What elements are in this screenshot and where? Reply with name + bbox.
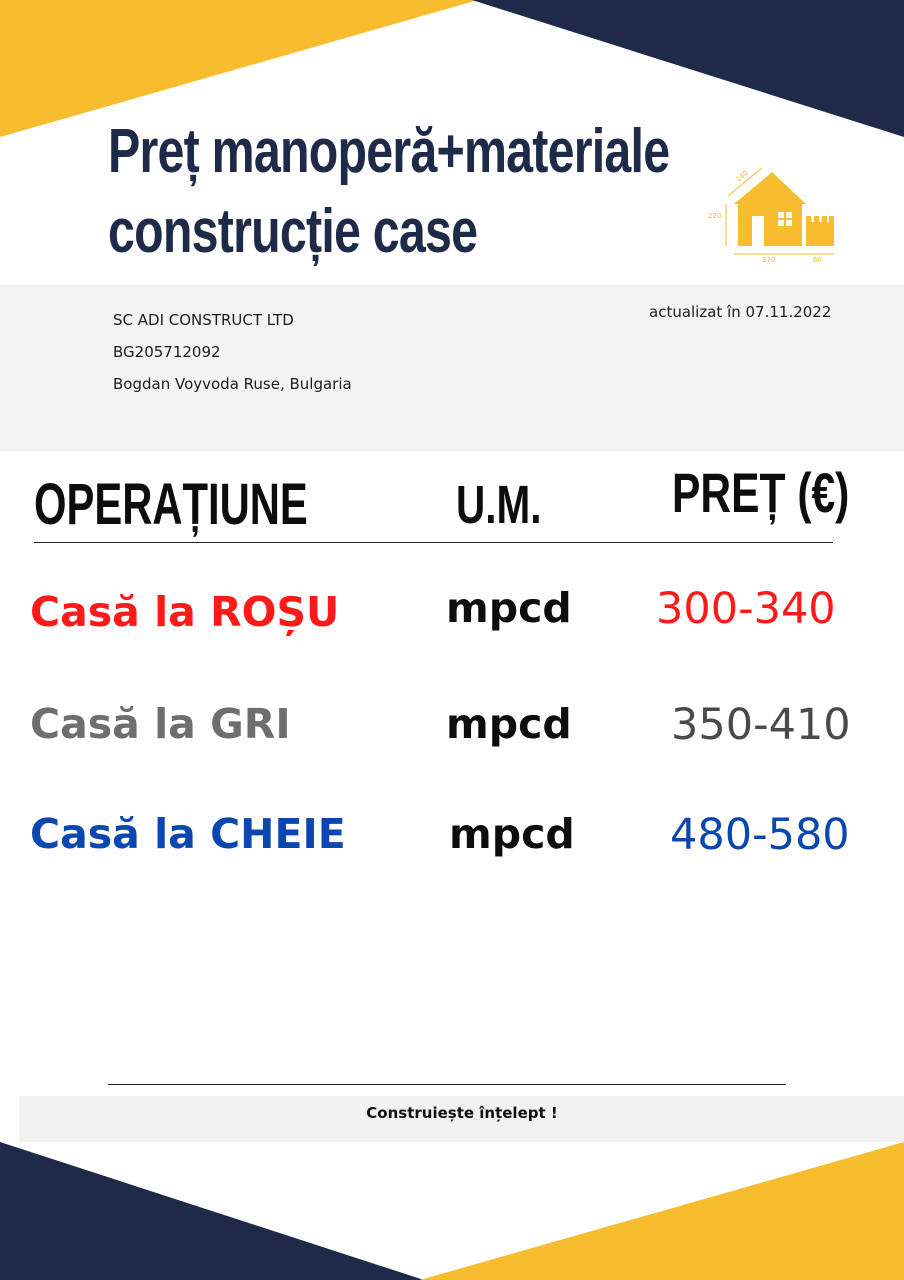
bottom-right-yellow-shape [420, 1142, 904, 1280]
footer-divider [108, 1084, 786, 1085]
motto: Construiește înțelept ! [366, 1104, 558, 1122]
company-address: Bogdan Voyvoda Ruse, Bulgaria [113, 375, 352, 393]
updated-date: actualizat în 07.11.2022 [649, 303, 832, 321]
row-unit-cheie: mpcd [449, 810, 575, 858]
row-unit-rosu: mpcd [446, 584, 572, 632]
company-name: SC ADI CONSTRUCT LTD [113, 311, 294, 329]
ext-dim: 60 [813, 256, 822, 264]
row-price-cheie: 480-580 [670, 810, 850, 860]
header-operation: OPERAȚIUNE [34, 472, 308, 537]
width-dim: 370 [762, 256, 776, 264]
row-price-gri: 350-410 [671, 700, 851, 750]
row-name-cheie: Casă la CHEIE [30, 810, 346, 858]
header-unit: U.M. [456, 475, 542, 535]
title-line-1: Preț manoperă+materiale [108, 117, 670, 186]
company-vat: BG205712092 [113, 343, 221, 361]
page-title [108, 112, 669, 272]
row-unit-gri: mpcd [446, 700, 572, 748]
row-name-rosu: Casă la ROȘU [30, 588, 340, 636]
house-plan-icon [702, 164, 838, 264]
header-divider [34, 542, 833, 543]
roof-dim: 140 [734, 169, 750, 184]
row-price-rosu: 300-340 [656, 584, 836, 634]
header-price: PREȚ (€) [672, 461, 850, 524]
row-name-gri: Casă la GRI [30, 700, 291, 748]
title-line-2: construcție case [108, 197, 478, 266]
height-dim: 220 [708, 212, 722, 220]
company-info [113, 309, 352, 405]
bottom-left-navy-shape [0, 1142, 424, 1280]
